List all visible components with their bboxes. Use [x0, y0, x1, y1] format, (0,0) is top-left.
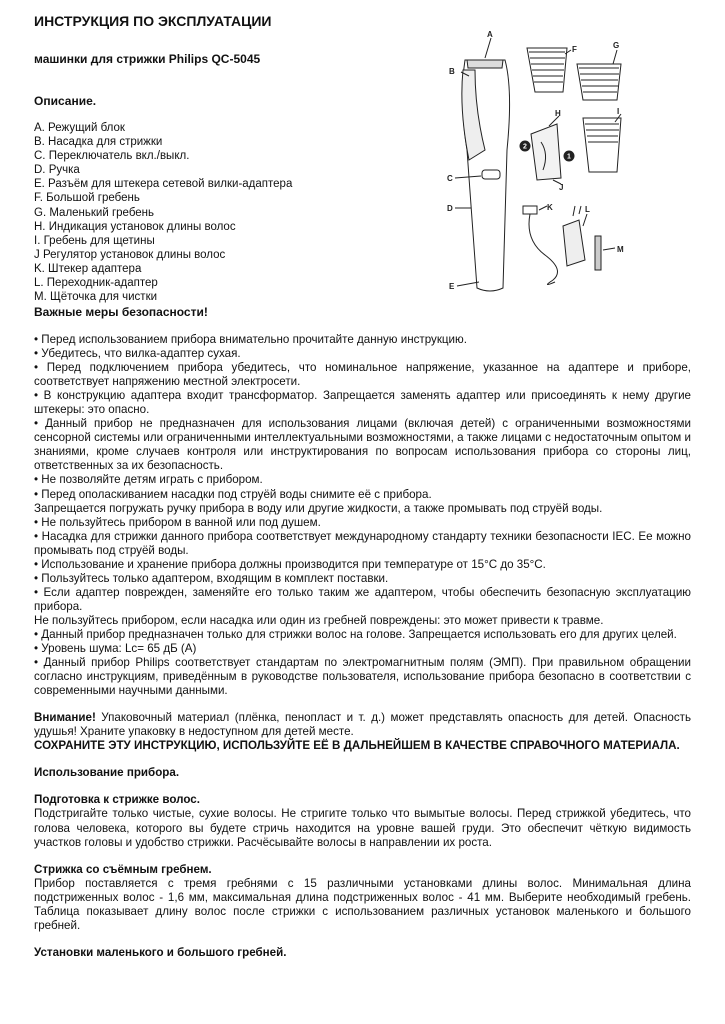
safety-item: • Не пользуйтесь прибором в ванной или под душем. [34, 515, 321, 529]
prep-text: Подстригайте только чистые, сухие волосы. Не стригите только что вымытые волосы. Перед стрижкой убедитесь, что голова человека, которого вы будете стричь находится на уровне вашей груди. Это обеспечит чёткую видимость участков головы и удобство стрижки. Расчёсывайте волосы в направлении их роста. [34, 807, 691, 849]
label-j: J [559, 183, 564, 192]
step-marker-2-label: 2 [523, 143, 527, 151]
part-item: M. Щёточка для чистки [34, 291, 158, 304]
label-i: I [617, 107, 620, 116]
document-subtitle: машинки для стрижки Philips QC-5045 [34, 52, 261, 66]
attention-label: Внимание! [34, 711, 96, 725]
part-item: K. Штекер адаптера [34, 262, 142, 275]
label-e: E [449, 282, 455, 291]
part-item: L. Переходник-адаптер [34, 277, 158, 290]
parts-list [34, 121, 364, 304]
safety-item: • Данный прибор не предназначен для использования лицами (включая детей) с ограниченными возможностями сенсорной системы или ограниченными интеллектуальными возможностями, а также лицами с недостаточным опытом и знаниями, кроме случаев контроля или инструктирования по вопросам использования прибора со стороны лиц, ответственных за их безопасность. [34, 417, 691, 473]
document-title: ИНСТРУКЦИЯ ПО ЭКСПЛУАТАЦИИ [34, 13, 272, 29]
safety-item: • В конструкцию адаптера входит трансформатор. Запрещается заменять адаптер или присоединять к нему другие штекеры: это опасно. [34, 389, 691, 417]
safety-item: • Пользуйтесь только адаптером, входящим в комплект поставки. [34, 571, 389, 585]
part-item: J Регулятор установок длины волос [34, 248, 226, 261]
label-c: C [447, 174, 453, 183]
attention-text: Упаковочный материал (плёнка, пенопласт и т. д.) может представлять опасность для детей. Опасность удушья! Храните упаковку в недоступном для детей месте. [34, 711, 691, 739]
body-text [34, 333, 691, 960]
safety-item: • Использование и хранение прибора должны производится при температуре от 15°С до 35°С. [34, 557, 546, 571]
label-g: G [613, 41, 620, 50]
comb-heading: Стрижка со съёмным гребнем. [34, 862, 212, 876]
comb-attachment [462, 70, 485, 160]
adjuster-detail [531, 124, 561, 180]
description-heading: Описание. [34, 94, 97, 108]
safety-item: • Перед использованием прибора внимательно прочитайте данную инструкцию. [34, 333, 467, 346]
step-marker-1-label: 1 [567, 153, 571, 161]
part-item: E. Разъём для штекера сетевой вилки-адаптера [34, 178, 293, 191]
cutting-unit [467, 60, 503, 68]
power-switch [482, 170, 500, 179]
product-diagram-svg [445, 30, 635, 292]
safety-item: • Насадка для стрижки данного прибора соответствует международному стандарту техники безопасности IEC. Ее можно промывать под струёй воды. [34, 529, 691, 557]
settings-heading: Установки маленького и большого гребней. [34, 945, 287, 959]
safety-item: • Уровень шума: Lc= 65 дБ (А) [34, 642, 197, 656]
safety-item: • Если адаптер поврежден, заменяйте его только таким же адаптером, чтобы обеспечить безопасную эксплуатацию прибора. [34, 585, 691, 613]
part-item: B. Насадка для стрижки [34, 136, 163, 149]
label-m: M [617, 245, 624, 254]
attention-paragraph [34, 711, 691, 739]
safety-item: Не пользуйтесь прибором, если насадка или один из гребней повреждены: это может привести к травме. [34, 613, 604, 627]
part-item: H. Индикация установок длины волос [34, 220, 236, 233]
part-item: F. Большой гребень [34, 192, 140, 205]
cleaning-brush [595, 236, 601, 270]
usage-heading: Использование прибора. [34, 766, 180, 780]
instruction-document [34, 13, 691, 959]
save-notice: СОХРАНИТЕ ЭТУ ИНСТРУКЦИЮ, ИСПОЛЬЗУЙТЕ ЕЁ В ДАЛЬНЕЙШЕМ В КАЧЕСТВЕ СПРАВОЧНОГО МАТЕРИАЛА. [34, 739, 680, 753]
label-h: H [555, 109, 561, 118]
safety-item: • Перед ополаскиванием насадки под струёй воды снимите её с прибора. [34, 487, 432, 501]
label-d: D [447, 204, 453, 213]
prep-heading: Подготовка к стрижке волос. [34, 793, 200, 807]
product-diagram [445, 30, 635, 292]
label-k: K [547, 203, 553, 212]
safety-item: • Перед подключением прибора убедитесь, что номинальное напряжение, указанное на адаптере и приборе, соответствует напряжению местной электросети. [34, 361, 691, 389]
adapter-plug [523, 206, 537, 214]
label-l: L [585, 205, 590, 214]
small-comb [577, 64, 621, 100]
adapter-cable [529, 214, 558, 285]
label-a: A [487, 30, 493, 39]
label-f: F [572, 45, 577, 54]
safety-item: • Данный прибор предназначен только для стрижки волос на голове. Запрещается использовать его для других целей. [34, 627, 677, 641]
part-item: A. Режущий блок [34, 122, 125, 134]
safety-item: • Убедитесь, что вилка-адаптер сухая. [34, 347, 241, 361]
part-item: I. Гребень для щетины [34, 234, 155, 247]
safety-heading: Важные меры безопасности! [34, 305, 208, 319]
safety-item: Запрещается погружать ручку прибора в воду или другие жидкости, а также промывать под струёй воды. [34, 501, 603, 515]
comb-text: Прибор поставляется с тремя гребнями с 15 различными установками длины волос. Минимальная длина подстриженных волос - 1,6 мм, максимальная длина подстриженных волос - 41 мм. Выберите необходимый гребень. Таблица показывает длину волос после стрижки с использованием различных установок маленького и большого гребней. [34, 876, 691, 932]
stubble-comb [583, 118, 621, 172]
safety-item: • Данный прибор Philips соответствует стандартам по электромагнитным полям (ЭМП). При правильном обращении согласно инструкциям, приведённым в руководстве пользователя, использование прибора безопасно в соответствии с современными научными данными. [34, 656, 691, 698]
part-item: G. Маленький гребень [34, 206, 155, 219]
part-item: C. Переключатель вкл./выкл. [34, 150, 190, 163]
power-adapter [563, 220, 585, 266]
part-item: D. Ручка [34, 164, 80, 177]
label-b: B [449, 67, 455, 76]
safety-item: • Не позволяйте детям играть с прибором. [34, 473, 263, 487]
